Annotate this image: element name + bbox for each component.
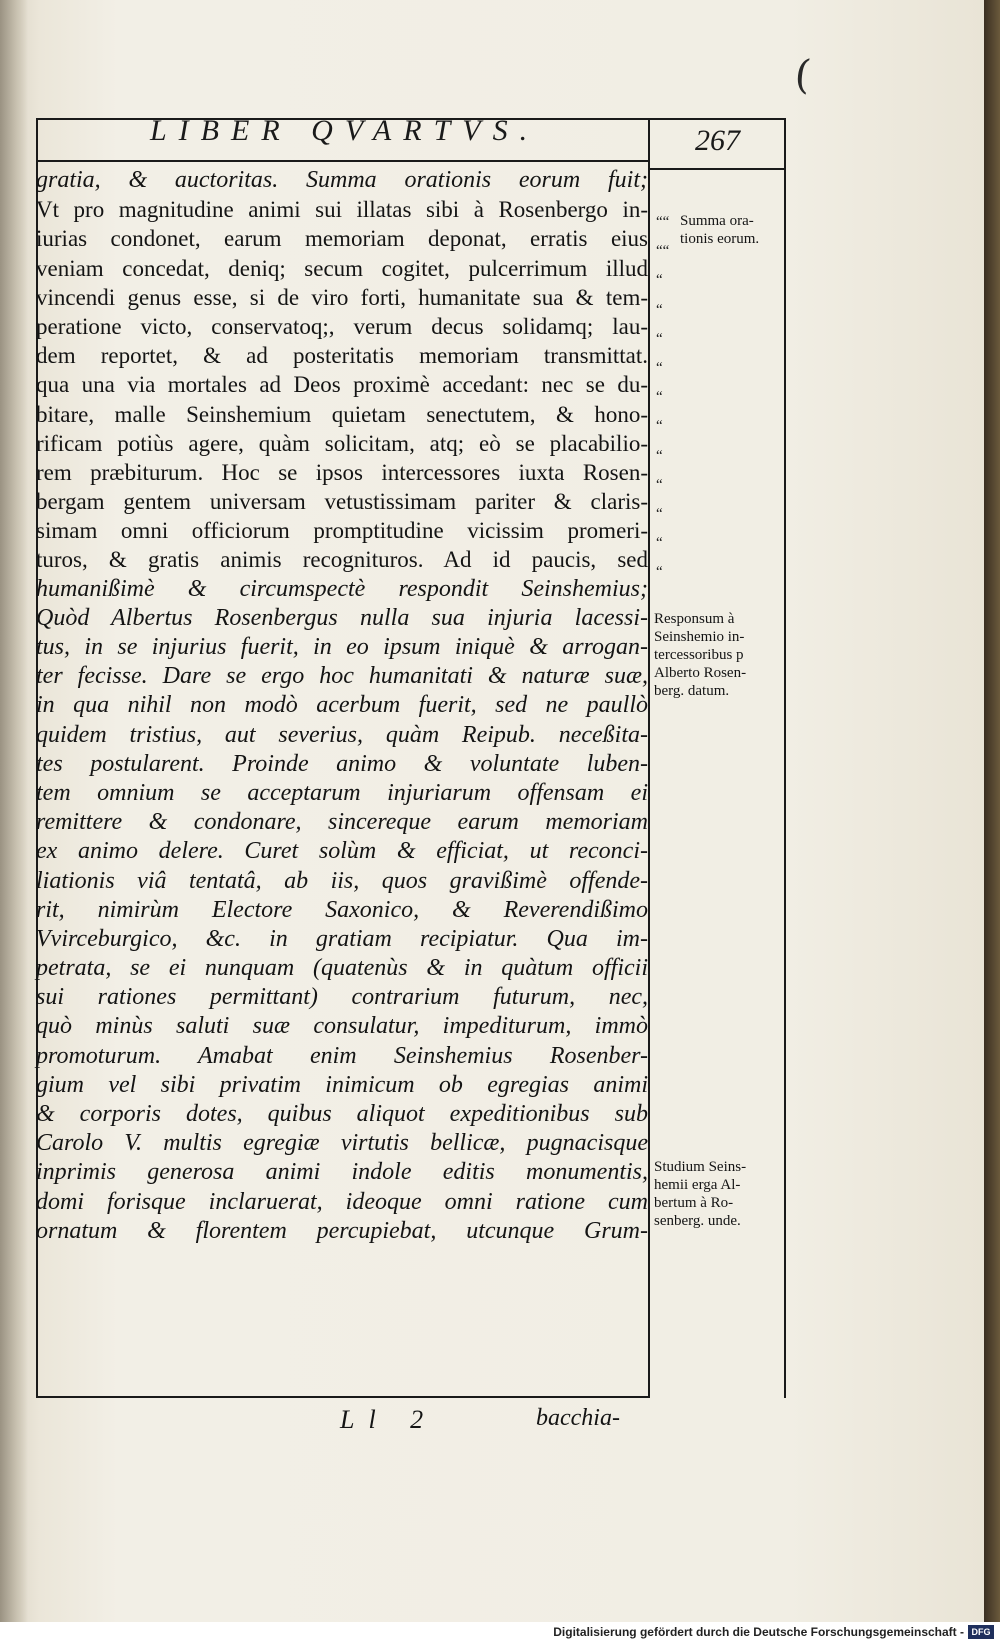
- bottom-rule: [36, 1396, 648, 1398]
- text-line: inprimis generosa animi indole editis monumentis,: [36, 1159, 648, 1186]
- text-line: qua una via mortales ad Deos proximè accedant: nec se du-: [36, 372, 648, 398]
- quote-mark: “: [656, 564, 663, 581]
- catchword: bacchia-: [536, 1405, 620, 1431]
- digitization-credit: Digitalisierung gefördert durch die Deutsche Forschungsgemeinschaft -: [553, 1625, 964, 1639]
- text-line: promoturum. Amabat enim Seinshemius Rosenber-: [36, 1042, 648, 1069]
- text-line: Carolo V. multis egregiæ virtutis bellicæ, pugnacisque: [36, 1130, 648, 1157]
- text-line: quidem tristius, aut severius, quàm Reipub. neceßita-: [36, 721, 648, 748]
- text-line: rit, nimirùm Electore Saxonico, & Reverendißimo: [36, 896, 648, 923]
- text-line: gium vel sibi privatim inimicum ob egregias animi: [36, 1071, 648, 1098]
- text-line: ter fecisse. Dare se ergo hoc humanitati & naturæ suæ,: [36, 663, 648, 690]
- text-line: peratione victo, conservatoq;, verum decus solidamq; lau-: [36, 313, 648, 339]
- margin-note-studium: Studium Seins- hemii erga Al- bertum à Ro- senberg. unde.: [654, 1159, 747, 1229]
- column-rule: [648, 118, 650, 1398]
- text-line: bitare, malle Seinshemium quietam senectutem, & hono-: [36, 401, 648, 427]
- page-number: 267: [695, 124, 740, 157]
- text-line: turos, & gratis animis recognituros. Ad id paucis, sed: [36, 547, 648, 573]
- margin-note-responsum: Responsum à Seinshemio in- tercessoribus p Alberto Rosen- berg. datum.: [654, 611, 747, 699]
- text-line: humanißimè & circumspectè respondit Seinshemius;: [36, 575, 648, 602]
- text-line: simam omni officiorum promptitudine vicissim promeri-: [36, 518, 648, 544]
- text-line: petrata, se ei nunquam (quatenùs & in quàtum officii: [36, 955, 648, 982]
- text-line: liationis viâ tentatâ, ab iis, quos gravißimè offende-: [36, 867, 648, 894]
- quote-mark: “: [656, 505, 663, 522]
- text-line: bergam gentem universam vetustissimam pariter & claris-: [36, 489, 648, 515]
- quote-mark: ““: [656, 214, 670, 230]
- text-line: rem præbiturum. Hoc se ipsos intercessores iuxta Rosen-: [36, 459, 648, 485]
- text-line: domi forisque inclaruerat, ideoque omni ratione cum: [36, 1188, 648, 1215]
- text-line: vincendi genus esse, si de viro forti, humanitate sua & tem-: [36, 284, 648, 310]
- quote-mark: “: [656, 418, 663, 435]
- quote-mark: “: [656, 535, 663, 552]
- header-rule: [36, 160, 648, 162]
- text-line: remittere & condonare, sincereque earum memoriam: [36, 809, 648, 836]
- quote-mark: “: [656, 447, 663, 464]
- signature-mark: Ll 2: [340, 1405, 438, 1434]
- text-line: ornatum & florentem percupiebat, utcunque Grum-: [36, 1217, 648, 1244]
- text-line: Vt pro magnitudine animi sui illatas sibi à Rosenbergo in-: [36, 197, 648, 223]
- text-line: in qua nihil non modò acerbum fuerit, sed ne paullò: [36, 692, 648, 719]
- text-line: & corporis dotes, quibus aliquot expeditionibus sub: [36, 1101, 648, 1127]
- outer-rule: [784, 118, 786, 1398]
- margin-header-rule: [650, 168, 784, 170]
- text-line: dem reportet, & ad posteritatis memoriam transmittat.: [36, 343, 648, 369]
- text-line: veniam concedat, deniq; secum cogitet, pulcerrimum illud: [36, 255, 648, 281]
- margin-note-summa: Summa ora- tionis eorum.: [680, 213, 760, 247]
- text-line: iurias condonet, earum memoriam deponat, erratis eius: [36, 226, 648, 252]
- running-title: LIBER QVARTVS.: [150, 114, 540, 147]
- text-line: rificam potiùs agere, quàm solicitam, atq; eò se placabilio-: [36, 430, 648, 456]
- quotation-marks-column: [656, 208, 676, 587]
- text-line: tes postularent. Proinde animo & voluntate luben-: [36, 750, 648, 777]
- pencil-mark: (: [792, 51, 813, 99]
- text-line: ex animo delere. Curet solùm & efficiat, ut reconci-: [36, 838, 648, 865]
- page-edge: [984, 0, 1000, 1622]
- quote-mark: “: [656, 301, 663, 318]
- quote-mark: “: [656, 389, 663, 406]
- gutter-shadow: [0, 0, 28, 1622]
- quote-mark: “: [656, 476, 663, 493]
- text-line: tus, in se injurius fuerit, in eo ipsum iniquè & arrogan-: [36, 634, 648, 660]
- quote-mark: “: [656, 359, 663, 376]
- quote-mark: ““: [656, 243, 670, 260]
- text-line: gratia, & auctoritas. Summa orationis eorum fuit;: [36, 167, 648, 193]
- quote-mark: “: [656, 330, 663, 347]
- text-line: tem omnium se acceptarum injuriarum offensam ei: [36, 779, 648, 806]
- quote-mark: “: [656, 272, 663, 289]
- text-line: Quòd Albertus Rosenbergus nulla sua injuria lacessi-: [36, 604, 648, 631]
- text-line: quò minùs saluti suæ consulatur, impediturum, immò: [36, 1013, 648, 1040]
- text-line: Vvirceburgico, &c. in gratiam recipiatur. Qua im-: [36, 925, 648, 952]
- dfg-logo: DFG: [968, 1625, 994, 1639]
- main-text-column: [36, 166, 648, 1246]
- text-line: sui rationes permittant) contrarium futurum, nec,: [36, 984, 648, 1011]
